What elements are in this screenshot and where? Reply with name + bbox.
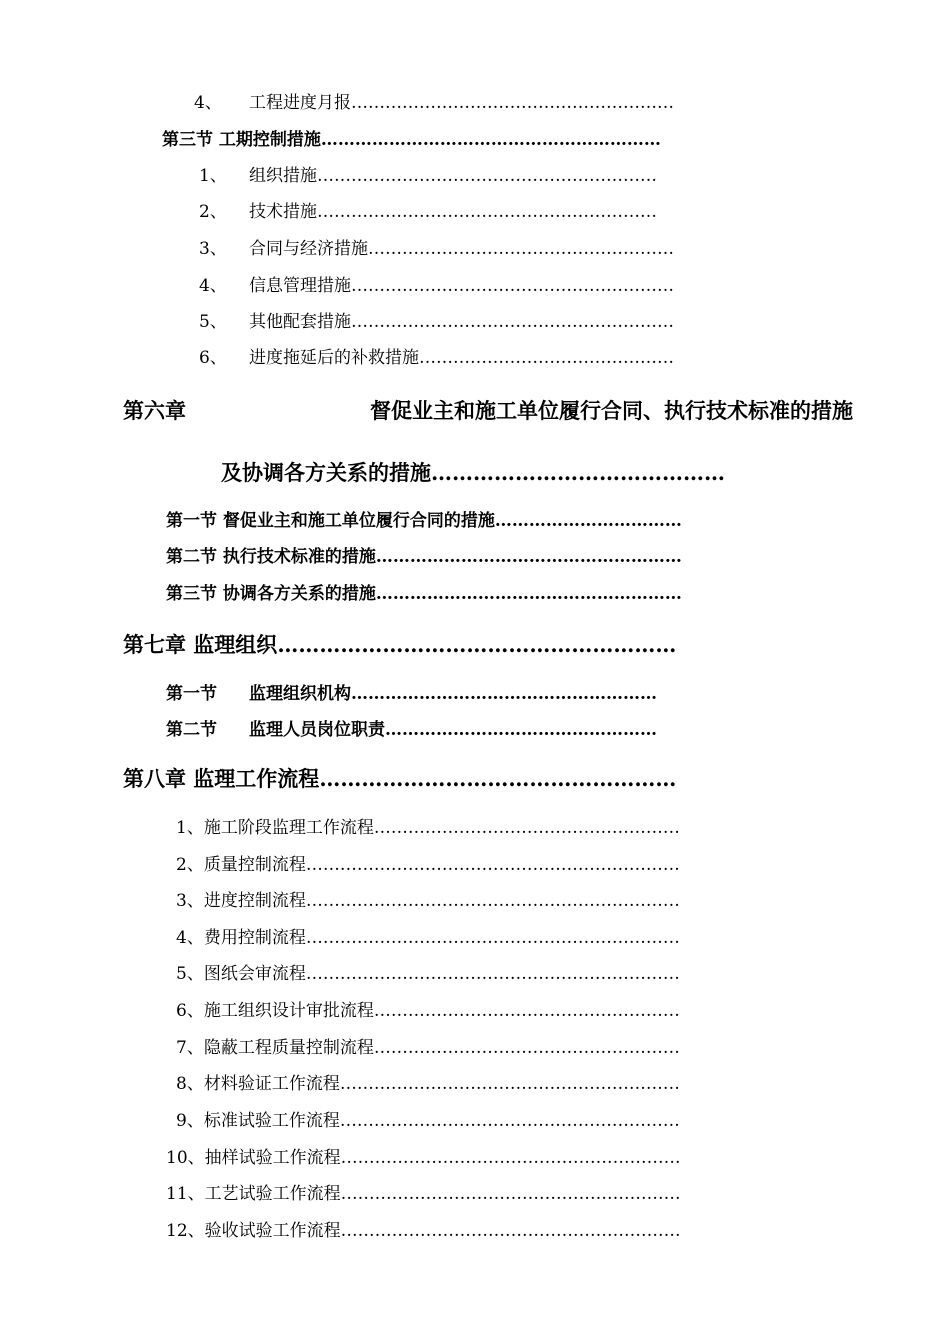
leader-dots: …………………………………………………………	[305, 928, 680, 948]
leader-dots: ……………………………………………………	[339, 1111, 680, 1131]
toc-section[interactable]	[166, 686, 657, 703]
item-title: 验收试验工作流程	[204, 1221, 341, 1241]
leader-dots: ………………………………………………	[375, 547, 682, 567]
chapter-title-cont: 及协调各方关系的措施	[221, 460, 431, 485]
toc-item[interactable]	[176, 857, 680, 874]
toc-item[interactable]	[176, 930, 680, 947]
item-title: 抽样试验工作流程	[204, 1148, 341, 1168]
chapter-7-heading[interactable]	[123, 634, 676, 655]
item-title: 技术措施	[249, 202, 317, 222]
section-title: 监理组织机构	[249, 684, 351, 704]
leader-dots: ……………………………………………………	[340, 1184, 681, 1204]
item-number: 4、	[176, 928, 204, 948]
leader-dots: ………………………………………………	[373, 1001, 680, 1021]
leader-dots: …………………………………………………	[351, 276, 674, 296]
toc-item[interactable]	[199, 278, 674, 295]
toc-item[interactable]	[199, 314, 674, 331]
leader-dots: ……………………………………………………	[317, 202, 657, 222]
item-title: 标准试验工作流程	[203, 1111, 340, 1131]
item-title: 进度拖延后的补救措施	[249, 348, 419, 368]
leader-dots: ……………………………………………	[319, 766, 677, 791]
item-number: 6、	[199, 348, 227, 368]
toc-item[interactable]	[176, 1040, 680, 1057]
toc-item[interactable]	[194, 95, 674, 112]
leader-dots: ……………………………………………………	[340, 1148, 681, 1168]
toc-item[interactable]	[199, 168, 657, 185]
section-title: 第三节 工期控制措施	[162, 130, 321, 150]
toc-item[interactable]	[176, 820, 680, 837]
item-title: 工程进度月报	[249, 93, 351, 113]
section-title: 第二节 执行技术标准的措施	[166, 547, 376, 567]
toc-item[interactable]	[176, 1003, 680, 1020]
item-number: 5、	[176, 964, 204, 984]
item-title: 施工组织设计审批流程	[203, 1001, 374, 1021]
toc-item[interactable]	[199, 350, 674, 367]
item-number: 8、	[176, 1074, 204, 1094]
item-number: 4、	[199, 276, 227, 296]
leader-dots: ……………………………………………………	[320, 130, 661, 150]
item-title: 合同与经济措施	[249, 239, 368, 259]
chapter-8-heading[interactable]	[123, 768, 676, 789]
leader-dots: ………………………………………………	[368, 239, 674, 259]
leader-dots: ……………………………………………………	[317, 166, 657, 186]
item-title: 图纸会审流程	[203, 964, 306, 984]
item-title: 施工阶段监理工作流程	[203, 818, 374, 838]
chapter-title: 第七章 监理组织	[123, 632, 278, 657]
leader-dots: …………………………………………………	[351, 93, 674, 113]
item-number: 4、	[194, 93, 222, 113]
section-title: 第一节 督促业主和施工单位履行合同的措施	[166, 511, 495, 531]
toc-item[interactable]	[176, 1076, 680, 1093]
toc-section[interactable]	[166, 549, 682, 566]
item-number: 9、	[176, 1111, 204, 1131]
leader-dots: …………………………………………………………	[305, 964, 680, 984]
toc-section[interactable]	[166, 513, 682, 530]
toc-item[interactable]	[166, 1150, 681, 1167]
toc-item[interactable]	[166, 1223, 681, 1240]
item-number: 6、	[176, 1001, 204, 1021]
toc-item[interactable]	[199, 241, 674, 258]
chapter-label: 第六章	[123, 398, 186, 423]
leader-dots: …………………………………………	[385, 720, 657, 740]
leader-dots: …………………………………………………	[351, 312, 674, 332]
section-title: 第三节 协调各方关系的措施	[166, 584, 376, 604]
item-title: 费用控制流程	[203, 928, 306, 948]
item-number: 7、	[176, 1038, 204, 1058]
section-label: 第二节	[166, 720, 217, 740]
leader-dots: ………………………………………………	[351, 684, 657, 704]
toc-item[interactable]	[166, 1186, 681, 1203]
toc-section[interactable]	[166, 722, 657, 739]
toc-section[interactable]	[166, 586, 682, 603]
item-number: 2、	[176, 855, 204, 875]
item-number: 11、	[166, 1184, 205, 1204]
leader-dots: ………………………………………………	[373, 1038, 680, 1058]
section-label: 第一节	[166, 684, 217, 704]
toc-item[interactable]	[176, 966, 680, 983]
item-title: 其他配套措施	[249, 312, 351, 332]
toc-item[interactable]	[176, 1113, 680, 1130]
item-number: 2、	[199, 202, 227, 222]
chapter-6-heading-cont[interactable]	[221, 462, 725, 483]
chapter-6-heading[interactable]	[123, 400, 853, 421]
item-number: 1、	[176, 818, 204, 838]
toc-item[interactable]	[199, 204, 657, 221]
chapter-title: 督促业主和施工单位履行合同、执行技术标准的措施	[370, 398, 853, 423]
leader-dots: ……………………………………………………	[339, 1074, 680, 1094]
leader-dots: …………………………………………………………	[305, 891, 680, 911]
leader-dots: ………………………………………………	[375, 584, 682, 604]
item-title: 隐蔽工程质量控制流程	[203, 1038, 374, 1058]
item-title: 组织措施	[249, 166, 317, 186]
item-number: 12、	[166, 1221, 205, 1241]
leader-dots: ………………………………………………	[373, 818, 680, 838]
item-number: 10、	[166, 1148, 205, 1168]
item-title: 进度控制流程	[203, 891, 306, 911]
leader-dots: …………………………………………………………	[305, 855, 680, 875]
item-number: 3、	[199, 239, 227, 259]
item-title: 质量控制流程	[203, 855, 306, 875]
toc-item[interactable]	[176, 893, 680, 910]
item-number: 3、	[176, 891, 204, 911]
leader-dots: ………………………………………	[419, 348, 674, 368]
section-title: 监理人员岗位职责	[249, 720, 385, 740]
leader-dots: ……………………………	[494, 511, 682, 531]
item-number: 1、	[199, 166, 227, 186]
leader-dots: ……………………………………………………	[340, 1221, 681, 1241]
leader-dots: …………………………………………………	[277, 632, 677, 657]
item-title: 材料验证工作流程	[203, 1074, 340, 1094]
item-title: 工艺试验工作流程	[204, 1184, 341, 1204]
item-title: 信息管理措施	[249, 276, 351, 296]
chapter-title: 第八章 监理工作流程	[123, 766, 320, 791]
leader-dots: ……………………………………	[431, 460, 725, 485]
toc-section[interactable]	[162, 132, 661, 149]
item-number: 5、	[199, 312, 227, 332]
